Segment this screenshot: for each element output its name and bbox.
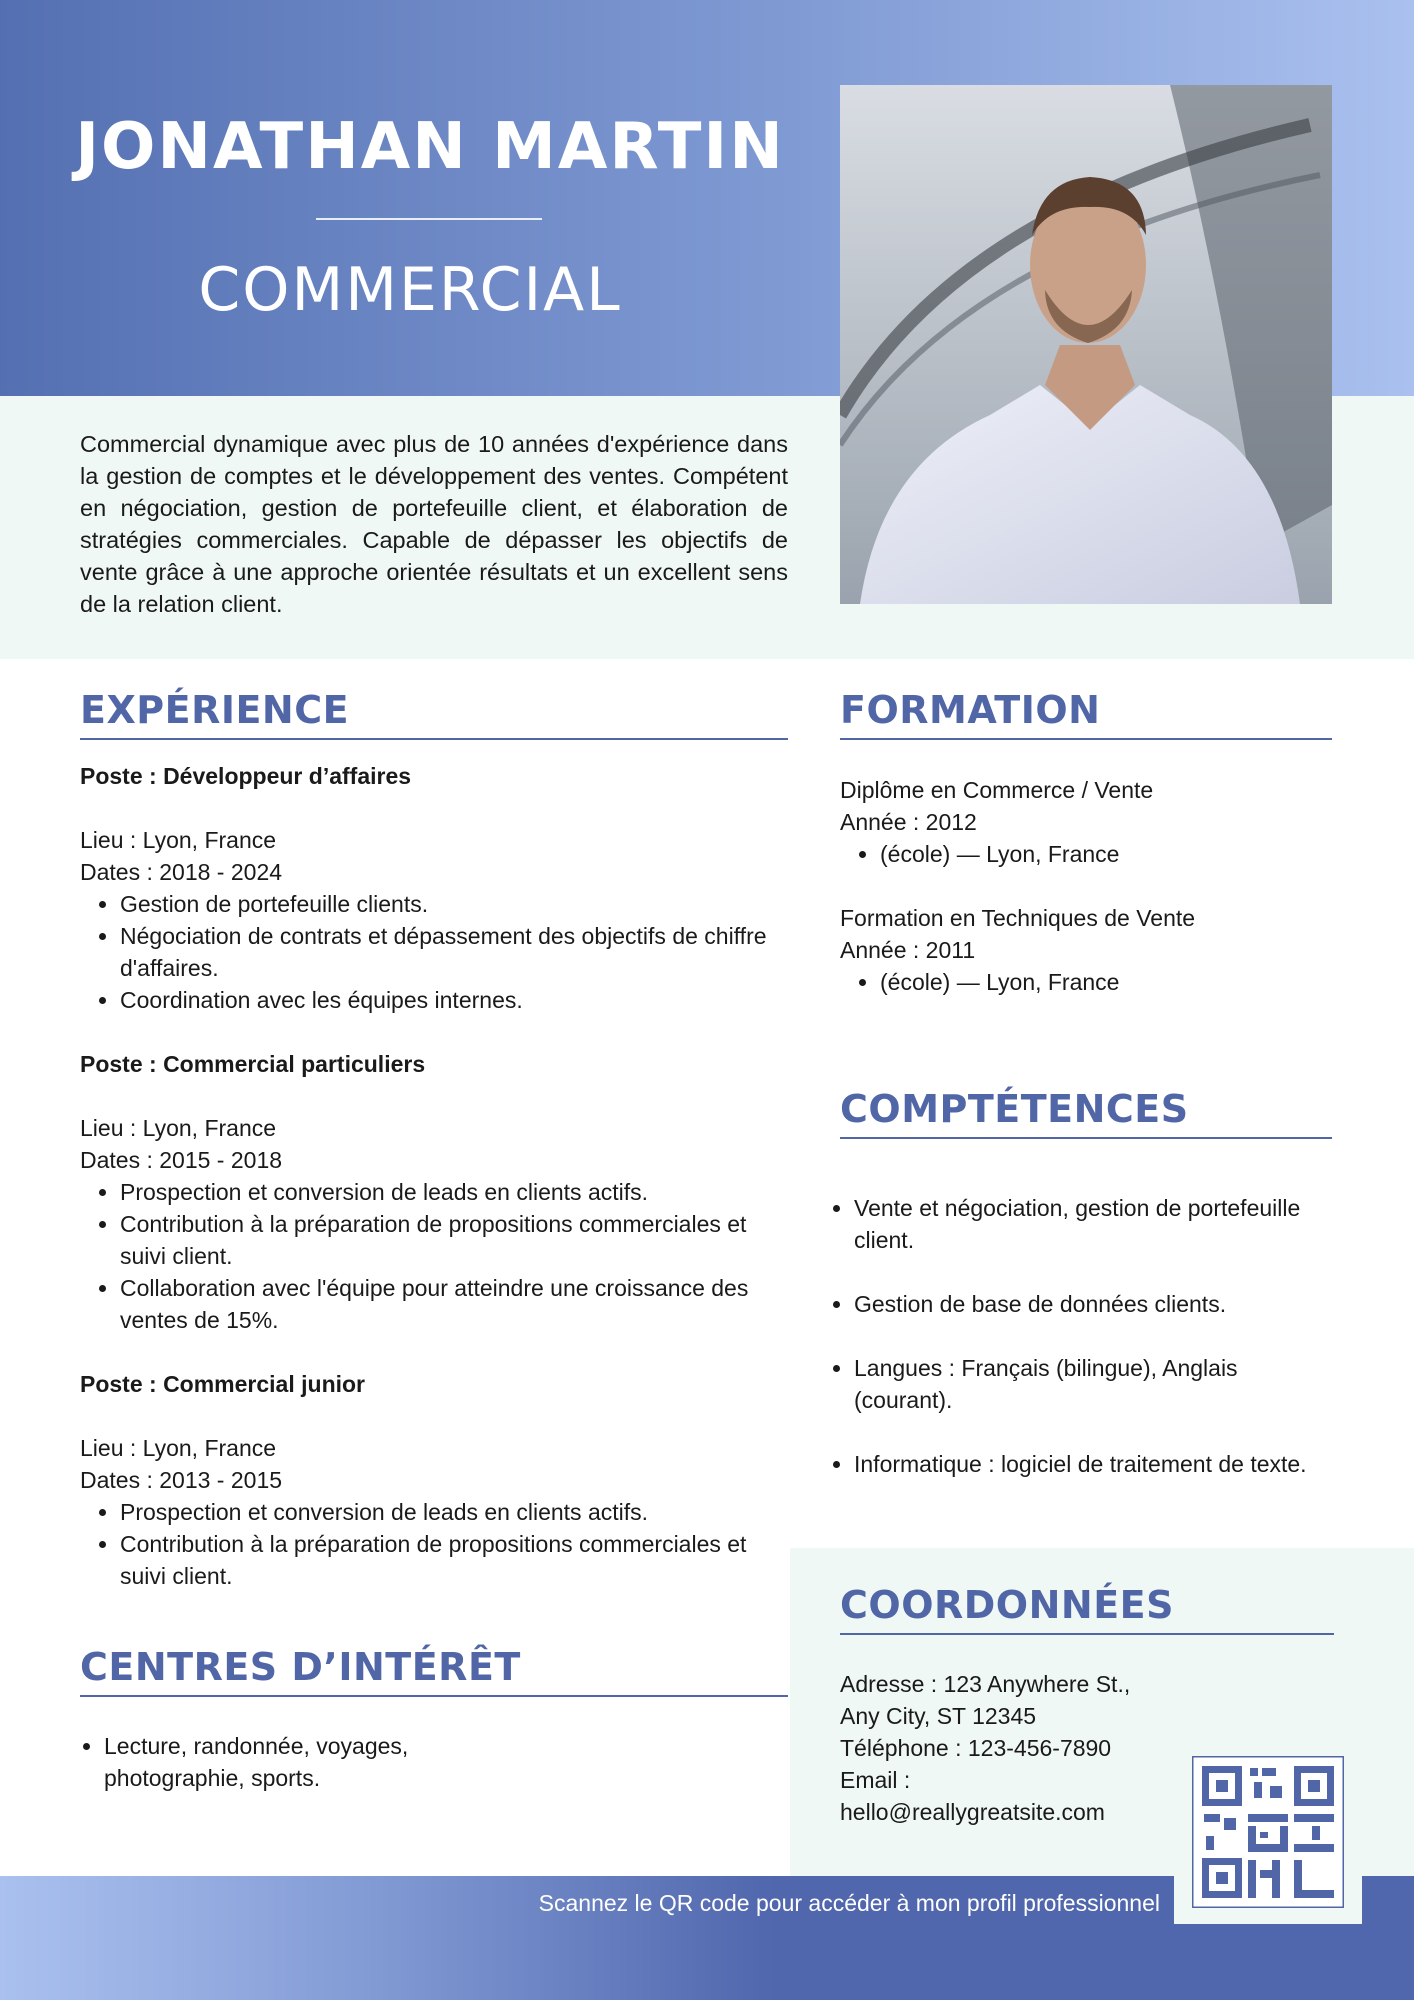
job-position: Poste : Développeur d’affaires bbox=[80, 763, 412, 789]
formation-list bbox=[840, 774, 1332, 998]
formation-entry bbox=[840, 774, 1332, 870]
interests-divider bbox=[80, 1695, 788, 1697]
portrait-image bbox=[840, 85, 1332, 604]
skill-item: • Langues : Français (bilingue), Anglais (courant). bbox=[854, 1352, 1324, 1416]
job-dates: Dates : 2018 - 2024 bbox=[80, 859, 283, 885]
job-bullet: • Contribution à la préparation de propositions commerciales et suivi client. bbox=[120, 1208, 788, 1272]
qr-code-icon[interactable] bbox=[1192, 1756, 1344, 1908]
contact-address-line2: Any City, ST 12345 bbox=[840, 1703, 1037, 1729]
skills-divider bbox=[840, 1137, 1332, 1139]
skills-list bbox=[830, 1192, 1324, 1480]
job-entry bbox=[80, 1368, 788, 1592]
formation-entry bbox=[840, 902, 1332, 998]
profile-summary: Commercial dynamique avec plus de 10 années d'expérience dans la gestion de comptes et le développement des ventes. Compétent en négociation, gestion de portefeuille client, et élaboration de stratégies commerciales. Capable de dépasser les objectifs de vente grâce à une approche orientée résultats et un excellent sens de la relation client. bbox=[80, 431, 788, 617]
contact-divider bbox=[840, 1633, 1334, 1635]
job-entry bbox=[80, 1048, 788, 1336]
job-bullet: • Gestion de portefeuille clients. bbox=[120, 888, 788, 920]
job-location: Lieu : Lyon, France bbox=[80, 827, 277, 853]
skills-heading: COMPTÉTENCES bbox=[840, 1087, 1189, 1131]
job-bullet: • Collaboration avec l'équipe pour atteindre une croissance des ventes de 15%. bbox=[120, 1272, 788, 1336]
formation-school: • (école) — Lyon, France bbox=[880, 966, 1332, 998]
contact-email-label: Email : bbox=[840, 1767, 911, 1793]
job-bullet: • Contribution à la préparation de propositions commerciales et suivi client. bbox=[120, 1528, 788, 1592]
job-position: Poste : Commercial junior bbox=[80, 1371, 366, 1397]
formation-degree: Formation en Techniques de Vente bbox=[840, 905, 1196, 931]
formation-school: • (école) — Lyon, France bbox=[880, 838, 1332, 870]
job-location: Lieu : Lyon, France bbox=[80, 1435, 277, 1461]
skill-item: • Gestion de base de données clients. bbox=[854, 1288, 1324, 1320]
interest-item: • Lecture, randonnée, voyages, photographie, sports. bbox=[104, 1730, 504, 1794]
formation-year: Année : 2012 bbox=[840, 809, 977, 835]
contact-heading: COORDONNÉES bbox=[840, 1583, 1174, 1627]
job-dates: Dates : 2015 - 2018 bbox=[80, 1147, 283, 1173]
profile-photo bbox=[840, 85, 1332, 604]
contact-address-line1: Adresse : 123 Anywhere St., bbox=[840, 1671, 1131, 1697]
skill-item: • Vente et négociation, gestion de portefeuille client. bbox=[854, 1192, 1324, 1256]
interests-list bbox=[80, 1730, 504, 1794]
formation-year: Année : 2011 bbox=[840, 937, 976, 963]
formation-divider bbox=[840, 738, 1332, 740]
candidate-name: JONATHAN MARTIN bbox=[75, 110, 785, 184]
qr-caption: Scannez le QR code pour accéder à mon profil professionnel bbox=[538, 1890, 1160, 1916]
experience-heading: EXPÉRIENCE bbox=[80, 688, 350, 732]
job-bullet: • Coordination avec les équipes internes. bbox=[120, 984, 788, 1016]
skill-item: • Informatique : logiciel de traitement de texte. bbox=[854, 1448, 1324, 1480]
job-position: Poste : Commercial particuliers bbox=[80, 1051, 426, 1077]
contact-phone: Téléphone : 123-456-7890 bbox=[840, 1735, 1112, 1761]
formation-heading: FORMATION bbox=[840, 688, 1101, 732]
experience-list bbox=[80, 760, 788, 1592]
job-bullet: • Prospection et conversion de leads en clients actifs. bbox=[120, 1176, 788, 1208]
job-location: Lieu : Lyon, France bbox=[80, 1115, 277, 1141]
job-dates: Dates : 2013 - 2015 bbox=[80, 1467, 283, 1493]
job-title: COMMERCIAL bbox=[198, 255, 622, 325]
job-bullet: • Négociation de contrats et dépassement des objectifs de chiffre d'affaires. bbox=[120, 920, 788, 984]
experience-divider bbox=[80, 738, 788, 740]
contact-details bbox=[840, 1668, 1170, 1828]
interests-heading: CENTRES D’INTÉRÊT bbox=[80, 1645, 521, 1689]
job-bullet: • Prospection et conversion de leads en clients actifs. bbox=[120, 1496, 788, 1528]
job-entry bbox=[80, 760, 788, 1016]
name-divider bbox=[316, 218, 542, 220]
contact-email[interactable]: hello@reallygreatsite.com bbox=[840, 1799, 1105, 1825]
formation-degree: Diplôme en Commerce / Vente bbox=[840, 777, 1154, 803]
